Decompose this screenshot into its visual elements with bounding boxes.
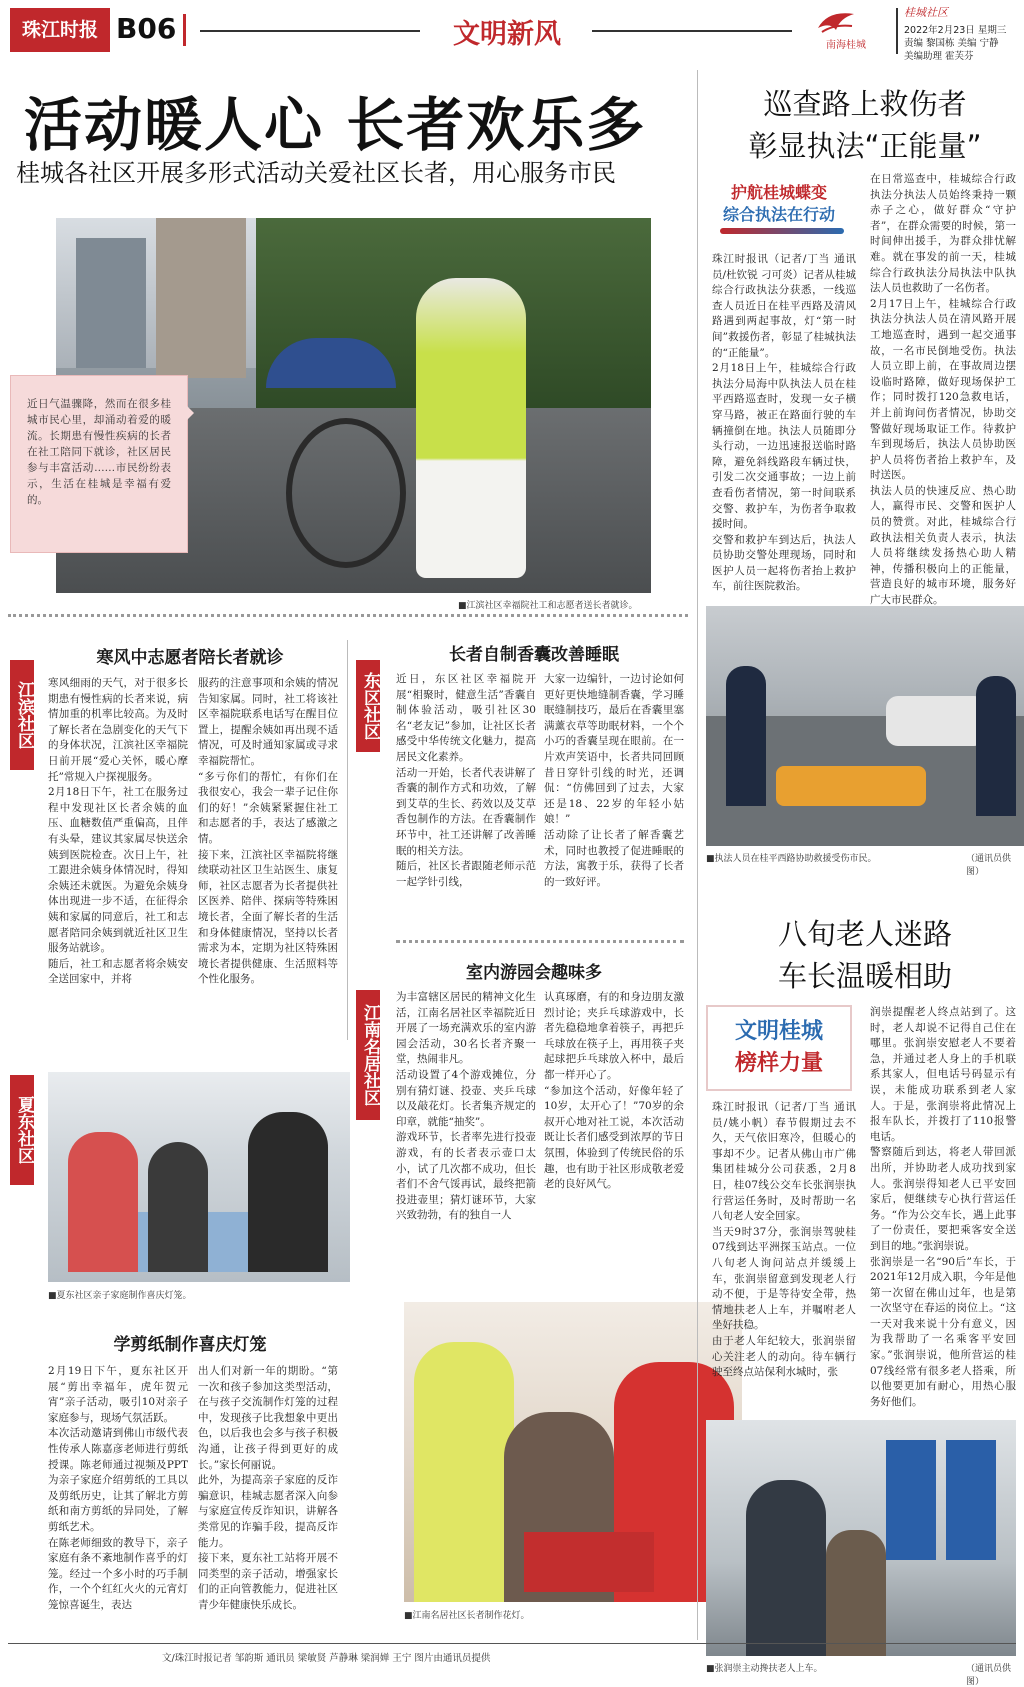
photo-car xyxy=(886,696,986,746)
dotted-separator xyxy=(396,940,684,943)
right-headline-1-line1: 巡查路上救伤者 xyxy=(763,87,967,121)
photo-figure xyxy=(148,1142,208,1272)
column-name: 桂城社区 xyxy=(904,6,948,19)
article-body-jiangbin-col1: 寒风细雨的天气，对于很多长期患有慢性病的长者来说，病情加重的机率比较高。为及时了解长者在急剧变化的天气下的身体状况，江滨社区幸福院日前开展“爱心关怀，暖心摩托”常规入户探视服务。 2月18日下午，社工在服务过程中发现社区长者余姨的血压、血糖数值严重偏高，且伴有头晕，建议其家属尽快送余姨到医院检查。次日上午，社工跟进余姨身体情况时，得知余姨还未就医。为避免余姨身体出现进一步不适，在征得余姨和家属的同意后，社工和志愿者陪同余姨到就近社区卫生服务站就诊。 随后，社工和志愿者将余姨安全送回家中，并将 xyxy=(48,677,188,986)
main-photo-caption: ■江滨社区幸福院社工和志愿者送长者就诊。 xyxy=(458,601,638,611)
header-divider xyxy=(183,14,186,46)
photo-bus-driver xyxy=(706,1420,1016,1656)
nanhai-guicheng-logo-icon xyxy=(814,8,858,36)
article-title-jiangbin: 寒风中志愿者陪长者就诊 xyxy=(96,648,284,668)
issue-date: 2022年2月23日 星期三 xyxy=(904,25,1007,36)
intro-box: 近日气温骤降，然而在很多桂城市民心里，却涌动着爱的暖流。长期患有慢性疾病的长者在社工陪同下就诊，社区居民参与丰富活动……市民纷纷表示，生活在桂城是幸福有爱的。 xyxy=(10,375,188,553)
right-headline-1-line2: 彰显执法“正能量” xyxy=(748,129,982,163)
right-story-2-col2: 润崇提醒老人终点站到了。这时，老人却说不记得自己住在哪里。张润崇安慰老人不要着急，并通过老人身上的手机联系其家人，但电话号码显示有误，未能成功联系到老人家人。于是，张润崇将此情况上报车队长，并拨打了110报警电话。 警察随后到达，将老人带回派出所，并协助老人成功找到家人。张润崇得知老人已平安回家后，便继续专心执行营运任务。“作为公交车长，遇上此事了一份责任，要把乘客安全送到目的地。”张润崇说。 张润崇是一名“90后”车长，于2021年12月成入职，今年是他第一次留在佛山过年，也是第一次坚守在春运的岗位上。“这一天对我来说十分有意义，因为我帮助了一名乘客平安回家。”张润崇说，他所营运的桂07线经常有很多老人搭乘，所以他要更加有耐心，用热心服务好他们。 xyxy=(870,1006,1016,1408)
article-title-xiadong: 学剪纸制作喜庆灯笼 xyxy=(113,1335,267,1355)
community-label-jiangbin: 江滨社区 xyxy=(10,660,34,770)
photo-stretcher xyxy=(776,766,926,806)
right-story-1-col1: 珠江时报讯（记者/丁当 通讯员/杜钦锐 刁可炎）记者从桂城综合行政执法分获悉，一线巡查人员近日在桂平西路及清风路遇到两起事故，灯“第一时间”救援伤者，彰显了桂城执法的“正能量”。 2月18日上午，桂城综合行政执法分局海中队执法人员在桂平西路巡查时，发现一女子横穿马路，被正在路面行驶的车辆撞倒在地。执法人员随即分头行动，一边迅速报送临时路障，避免斜线路段车辆过快，引发二次交通事故；一边上前查看伤者情况，第一时间联系交警、救护车，为伤者争取救援时间。 交警和救护车到达后，执法人员协助交警处理现场，同时和医护人员一起将伤者抬上救护车，前往医院救治。 xyxy=(712,253,856,593)
article-body-jiangnan-col1: 为丰富辖区居民的精神文化生活，江南名居社区幸福院近日开展了一场充满欢乐的室内游园会活动，30名长者齐聚一堂，热闹非凡。 活动设置了4个游戏摊位，分别有猜灯谜、投壶、夹乒乓球以及敲花灯。长者集齐规定的印章，就能“抽奖”。 游戏环节，长者率先进行投壶游戏，有的长者表示壶口太小，试了几次都不成功，但长者们不舍气馁再试，最终把箭投进壶里；猜灯谜环节，大家兴致勃勃，有的独自一人 xyxy=(396,991,536,1222)
photo-caption-bus: ■张润崇主动搀扶老人上车。 xyxy=(706,1664,823,1674)
section-title: 文明新风 xyxy=(453,19,561,50)
photo-bus-seat xyxy=(946,1440,996,1560)
photo-credit-bus: （通讯员供图） xyxy=(966,1664,1012,1687)
article-body-dongqu-col2: 大家一边编针，一边讨论如何更好更快地缝制香囊，学习睡眠缝制技巧，最后在香囊里塞满薰衣草等助眠材料，一个个小巧的香囊呈现在眼前。在一片欢声笑语中，长者共同回顾昔日穿针引线的时光，还调侃：“仿佛回到了过去，大家还是18、22岁的年轻小姑娘！” 活动除了让长者了解香囊艺术，同时也教授了促进睡眠的方法，寓教于乐，获得了长者的一致好评。 xyxy=(544,673,684,888)
byline: 文/珠江时报记者 邹韵斯 通讯员 梁敏贤 芦静琳 梁润婵 王宁 图片由通讯员提供 xyxy=(162,1653,491,1664)
community-label-xiadong: 夏东社区 xyxy=(10,1075,34,1185)
wheelchair-icon xyxy=(286,418,406,568)
header-rule-left xyxy=(200,30,420,32)
article-body-dongqu-col1: 近日，东区社区幸福院开展“相聚时，健意生活”香囊自制体验活动，吸引社区30名“老友记”参加，让社区长者感受中华传统文化魅力，提高居民文化素养。 活动一开始，长者代表讲解了香囊的制作方式和功效，了解到艾草的生长、药效以及艾草香包制作的方法。在香囊制作环节中，社工还讲解了改善睡眠的相关方法。 随后，社区长者跟随老师示范一起学针引线， xyxy=(396,673,536,888)
photo-lantern-craft xyxy=(524,1532,654,1592)
article-body-jiangnan-col2: 认真琢磨，有的和身边朋友激烈讨论；夹乒乓球游戏中，长者先稳稳地拿着筷子，再把乒乓球放在筷子上，再用筷子夹起球把乒乓球放入杯中，最后都一样开心了。 “参加这个活动，好像年轻了10岁，太开心了！”70岁的余叔开心地对社工说，本次活动既让长者们感受到浓厚的节日氛围，体验到了传统民俗的乐趣，也有助于社区形成敬老爱老的良好风气。 xyxy=(544,991,684,1191)
header-vertical-rule xyxy=(896,8,898,54)
photo-bus-seat xyxy=(886,1440,936,1560)
editors-line-2: 美编助理 霍芙芬 xyxy=(904,51,974,62)
photo-figure xyxy=(248,1112,328,1272)
volunteer-figure xyxy=(416,278,526,578)
badge-role-line1: 文明桂城 xyxy=(734,1019,823,1044)
photo-lantern-families xyxy=(48,1072,350,1282)
photo-officer xyxy=(976,676,1016,816)
right-headline-2-line2: 车长温暖相助 xyxy=(777,959,952,993)
photo-caption-accident: ■执法人员在桂平西路协助救援受伤市民。 xyxy=(706,854,877,864)
column-divider-right xyxy=(697,70,698,1640)
photo-figure xyxy=(68,1132,138,1272)
dotted-separator xyxy=(8,614,688,617)
article-title-dongqu: 长者自制香囊改善睡眠 xyxy=(449,645,619,665)
community-label-dongqu: 东区社区 xyxy=(356,660,380,752)
footer-rule xyxy=(8,1643,1016,1644)
photo-driver xyxy=(746,1480,826,1656)
badge-law-line1: 护航桂城蝶变 xyxy=(730,183,827,202)
photo-caption-women: ■江南名居社区长者制作花灯。 xyxy=(404,1611,530,1621)
right-story-1-col2: 在日常巡查中，桂城综合行政执法分执法人员始终秉持一颗赤子之心，做好群众“守护者”，在群众需要的时候，第一时间伸出援手，为群众排忧解难。就在事发的前一天，桂城综合行政执法分局执法中队执法人员也救助了一名伤者。 2月17日上午，桂城综合行政执法分执法人员在清风路开展工地巡查时，遇到一起交通事故，一名市民倒地受伤。执法人员立即上前，在事故周边摆设临时路障，做好现场保护工作；同时拨打120急救电话，并上前询问伤者情况，协助交警做好现场取证工作。待救护车到现场后，执法人员协助医护人员将伤者抬上救护车，及时送医。 执法人员的快速反应、热心助人，赢得市民、交警和医护人员的赞赏。对此，桂城综合行政执法相关负责人表示，执法人员将继续发扬热心助人精神，传播积极向上的正能量，营造良好的城市环境，服务好广大市民群众。 xyxy=(870,173,1016,607)
main-subheadline: 桂城各社区开展多形式活动关爱社区长者，用心服务市民 xyxy=(16,159,616,187)
main-headline: 活动暖人心 长者欢乐多 xyxy=(24,91,647,159)
column-divider xyxy=(347,640,348,1040)
article-body-xiadong-col2: 出人们对新一年的期盼。“第一次和孩子参加这类型活动，在与孩子交流制作灯笼的过程中，发现孩子比我想象中更出色，以后我也会多与孩子积极沟通，让孩子得到更好的成长。”家长何丽说。 此外，为提高亲子家庭的反诈骗意识，桂城志愿者深入向参与家庭宣传反诈知识，讲解各类常见的诈骗手段，提高反诈能力。 接下来，夏东社工站将开展不同类型的亲子活动，增强家长们的正向管教能力，促进社区青少年健康快乐成长。 xyxy=(198,1365,338,1611)
badge-law-line2: 综合执法在行动 xyxy=(722,205,835,224)
photo-building xyxy=(76,238,146,368)
article-body-jiangbin-col2: 服药的注意事项和余姨的情况告知家属。同时，社工将该社区幸福院联系电话写在醒目位置上，提醒余姨如再出现不适情况，可及时通知家属或寻求幸福院帮忙。 “多亏你们的帮忙，有你们在我很安心，我会一辈子记住你们的好！”余姨紧紧握住社工和志愿者的手，表达了感激之情。 接下来，江滨社区幸福院将继续联动社区卫生站医生、康复师，社区志愿者为长者提供社区医养、陪伴、探病等特殊困境长者，全面了解长者的生活和身体健康情况，坚持以长者需求为本，定期为社区特殊困境长者提供健康、生活照料等个性化服务。 xyxy=(198,677,338,986)
photo-accident-rescue xyxy=(706,606,1024,846)
photo-building xyxy=(156,218,246,378)
photo-elders-crafting xyxy=(404,1302,742,1602)
photo-credit-accident: （通讯员供图） xyxy=(966,854,1012,877)
photo-figure xyxy=(414,1342,514,1602)
community-label-jiangnan: 江南名居社区 xyxy=(356,990,380,1120)
badge-role-line2: 榜样力量 xyxy=(734,1051,823,1076)
photo-caption-kids: ■夏东社区亲子家庭制作喜庆灯笼。 xyxy=(48,1291,192,1301)
article-body-xiadong-col1: 2月19日下午，夏东社区开展“剪出幸福年，虎年贺元宵”亲子活动，吸引10对亲子家庭参与，现场气氛活跃。 本次活动邀请到佛山市级代表性传承人陈嘉彦老师进行剪纸授课。陈老师通过视频及PPT为亲子家庭介绍剪纸的工具以及剪纸历史，让其了解北方剪纸和南方剪纸的异同处，了解剪纸艺术。 在陈老师细致的教导下，亲子家庭有条不紊地制作喜乎的灯笼。经过一个多小时的巧手制作，一个个红红火火的元宵灯笼惊喜诞生，表达 xyxy=(48,1365,188,1611)
page-number: B06 xyxy=(116,12,177,45)
right-story-2-col1: 珠江时报讯（记者/丁当 通讯员/姚小帆）春节假期过去不久，天气依旧寒冷，但暖心的事却不少。记者从佛山市广佛集团桂城分公司获悉，2月8日，桂07线公交车长张润崇执行营运任务时，及时帮助一名八旬老人安全回家。 当天9时37分，张润崇驾驶桂07线到达平洲探玉站点。一位八旬老人询问站点并缓缓上车，张润崇留意到发现老人行动不便，于是等待安全带，热情地扶老人上车，并嘱咐老人坐好扶稳。 由于老人年纪较大，张润崇留心关注老人的动向。待车辆行驶至终点站保利水城时，张 xyxy=(712,1101,856,1379)
right-headline-2-line1: 八旬老人迷路 xyxy=(777,917,952,951)
photo-elder xyxy=(826,1530,886,1656)
masthead-logo: 珠江时报 xyxy=(10,8,110,52)
article-title-jiangnan: 室内游园会趣味多 xyxy=(466,963,602,983)
header-rule-right xyxy=(592,30,792,32)
badge-swoosh xyxy=(720,228,844,234)
editors-line-1: 责编 黎国栋 美编 宁静 xyxy=(904,38,999,49)
photo-officer xyxy=(726,666,766,806)
logo-text: 南海桂城 xyxy=(826,40,866,51)
